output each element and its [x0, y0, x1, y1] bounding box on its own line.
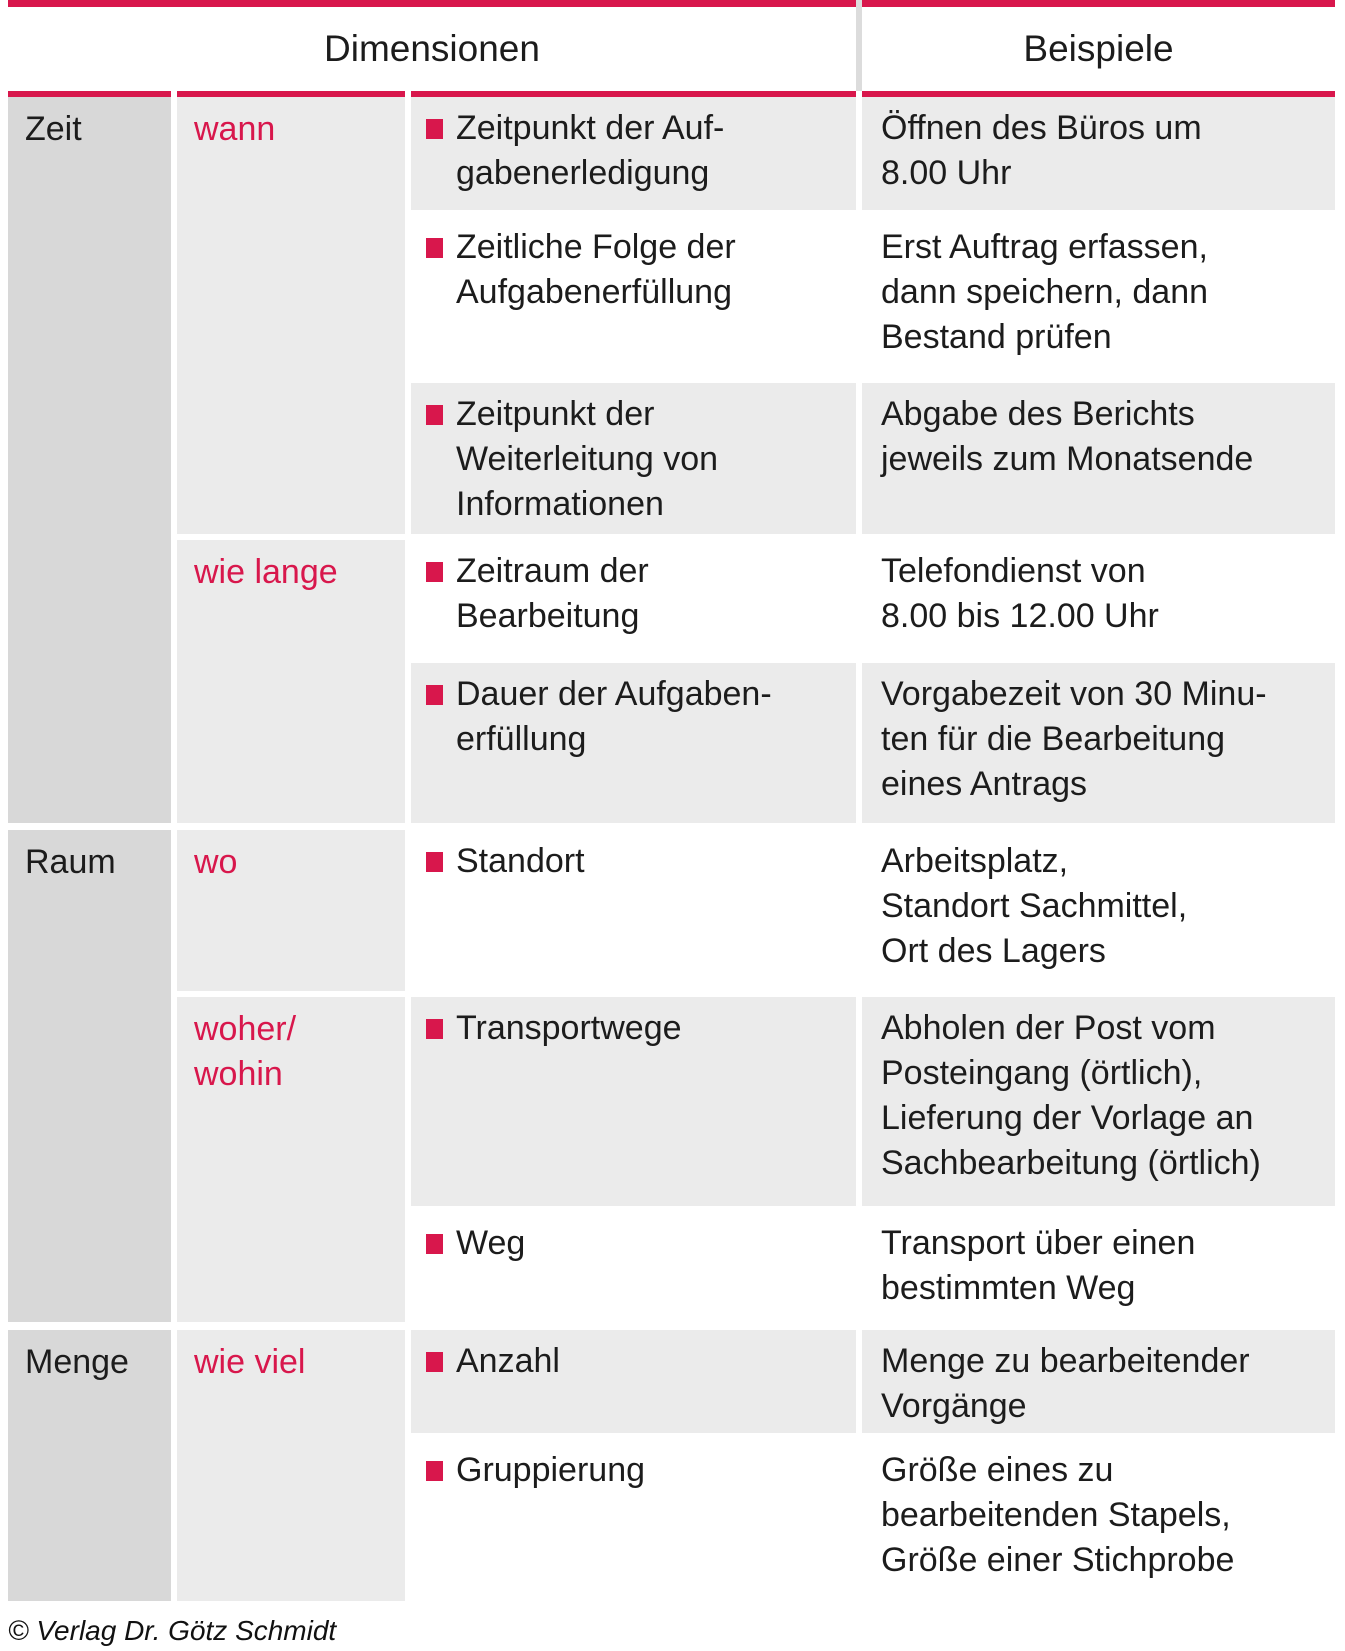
task-item-text: Zeitraum der Bearbeitung — [456, 552, 649, 635]
example-cell — [862, 540, 1335, 657]
example-text: Größe eines zu bearbeitenden Stapels, Größe einer Stichprobe — [881, 1451, 1235, 1579]
top-accent-bar — [8, 0, 856, 7]
top-accent-bar — [862, 0, 1335, 7]
bullet-square-icon — [426, 1019, 443, 1039]
header-dimensionen: Dimensionen — [8, 7, 856, 91]
example-cell — [862, 1212, 1335, 1322]
task-item-text: Zeitpunkt der Auf- gabenerledigung — [456, 109, 725, 192]
header-beispiele: Beispiele — [862, 7, 1335, 91]
task-item-cell — [411, 663, 856, 823]
example-cell — [862, 1439, 1335, 1601]
example-cell — [862, 383, 1335, 534]
section-label-zeit: Zeit — [8, 97, 171, 823]
task-item-text: Dauer der Aufgaben- erfüllung — [456, 675, 772, 758]
task-item-cell — [411, 830, 856, 991]
example-cell — [862, 830, 1335, 991]
example-text: Telefondienst von 8.00 bis 12.00 Uhr — [881, 552, 1159, 635]
example-text: Menge zu bearbeitender Vorgänge — [881, 1342, 1250, 1425]
task-item-text: Anzahl — [456, 1342, 560, 1380]
bullet-square-icon — [426, 405, 443, 425]
bullet-square-icon — [426, 1461, 443, 1481]
bullet-square-icon — [426, 1352, 443, 1372]
example-cell — [862, 97, 1335, 210]
bullet-square-icon — [426, 562, 443, 582]
task-item-cell — [411, 997, 856, 1206]
example-text: Arbeitsplatz, Standort Sachmittel, Ort des Lagers — [881, 842, 1188, 970]
bullet-square-icon — [426, 1234, 443, 1254]
bullet-square-icon — [426, 119, 443, 139]
example-text: Transport über einen bestimmten Weg — [881, 1224, 1196, 1307]
dimensions-table — [8, 0, 1335, 1601]
example-cell — [862, 663, 1335, 823]
question-label-wie-viel: wie viel — [177, 1330, 405, 1601]
task-item-cell — [411, 383, 856, 534]
question-label-wie-lange: wie lange — [177, 540, 405, 823]
example-text: Öffnen des Büros um 8.00 Uhr — [881, 109, 1202, 192]
section-label-raum: Raum — [8, 830, 171, 1322]
task-item-cell — [411, 97, 856, 210]
bullet-square-icon — [426, 238, 443, 258]
copyright-note: © Verlag Dr. Götz Schmidt — [8, 1615, 337, 1646]
task-item-text: Standort — [456, 842, 585, 880]
task-item-cell — [411, 216, 856, 377]
section-label-menge: Menge — [8, 1330, 171, 1601]
task-item-text: Weg — [456, 1224, 526, 1262]
question-label-wo: wo — [177, 830, 405, 991]
task-item-cell — [411, 1330, 856, 1433]
task-item-text: Zeitpunkt der Weiterleitung von Informationen — [456, 395, 719, 523]
question-label-wann: wann — [177, 97, 405, 534]
task-item-text: Transportwege — [456, 1009, 682, 1047]
example-text: Abholen der Post vom Posteingang (örtlich), Lieferung der Vorlage an Sachbearbeitung (örtlich) — [881, 1009, 1261, 1182]
bullet-square-icon — [426, 685, 443, 705]
example-text: Erst Auftrag erfassen, dann speichern, dann Bestand prüfen — [881, 228, 1209, 356]
example-text: Vorgabezeit von 30 Minu- ten für die Bearbeitung eines Antrags — [881, 675, 1267, 803]
example-cell — [862, 216, 1335, 377]
task-item-cell — [411, 1212, 856, 1322]
example-cell — [862, 1330, 1335, 1433]
example-cell — [862, 997, 1335, 1206]
task-item-cell — [411, 1439, 856, 1601]
example-text: Abgabe des Berichts jeweils zum Monatsende — [881, 395, 1254, 478]
bullet-square-icon — [426, 852, 443, 872]
task-item-text: Gruppierung — [456, 1451, 646, 1489]
question-label-woher-wohin: woher/ wohin — [177, 997, 405, 1322]
task-item-text: Zeitliche Folge der Aufgabenerfüllung — [456, 228, 736, 311]
task-item-cell — [411, 540, 856, 657]
